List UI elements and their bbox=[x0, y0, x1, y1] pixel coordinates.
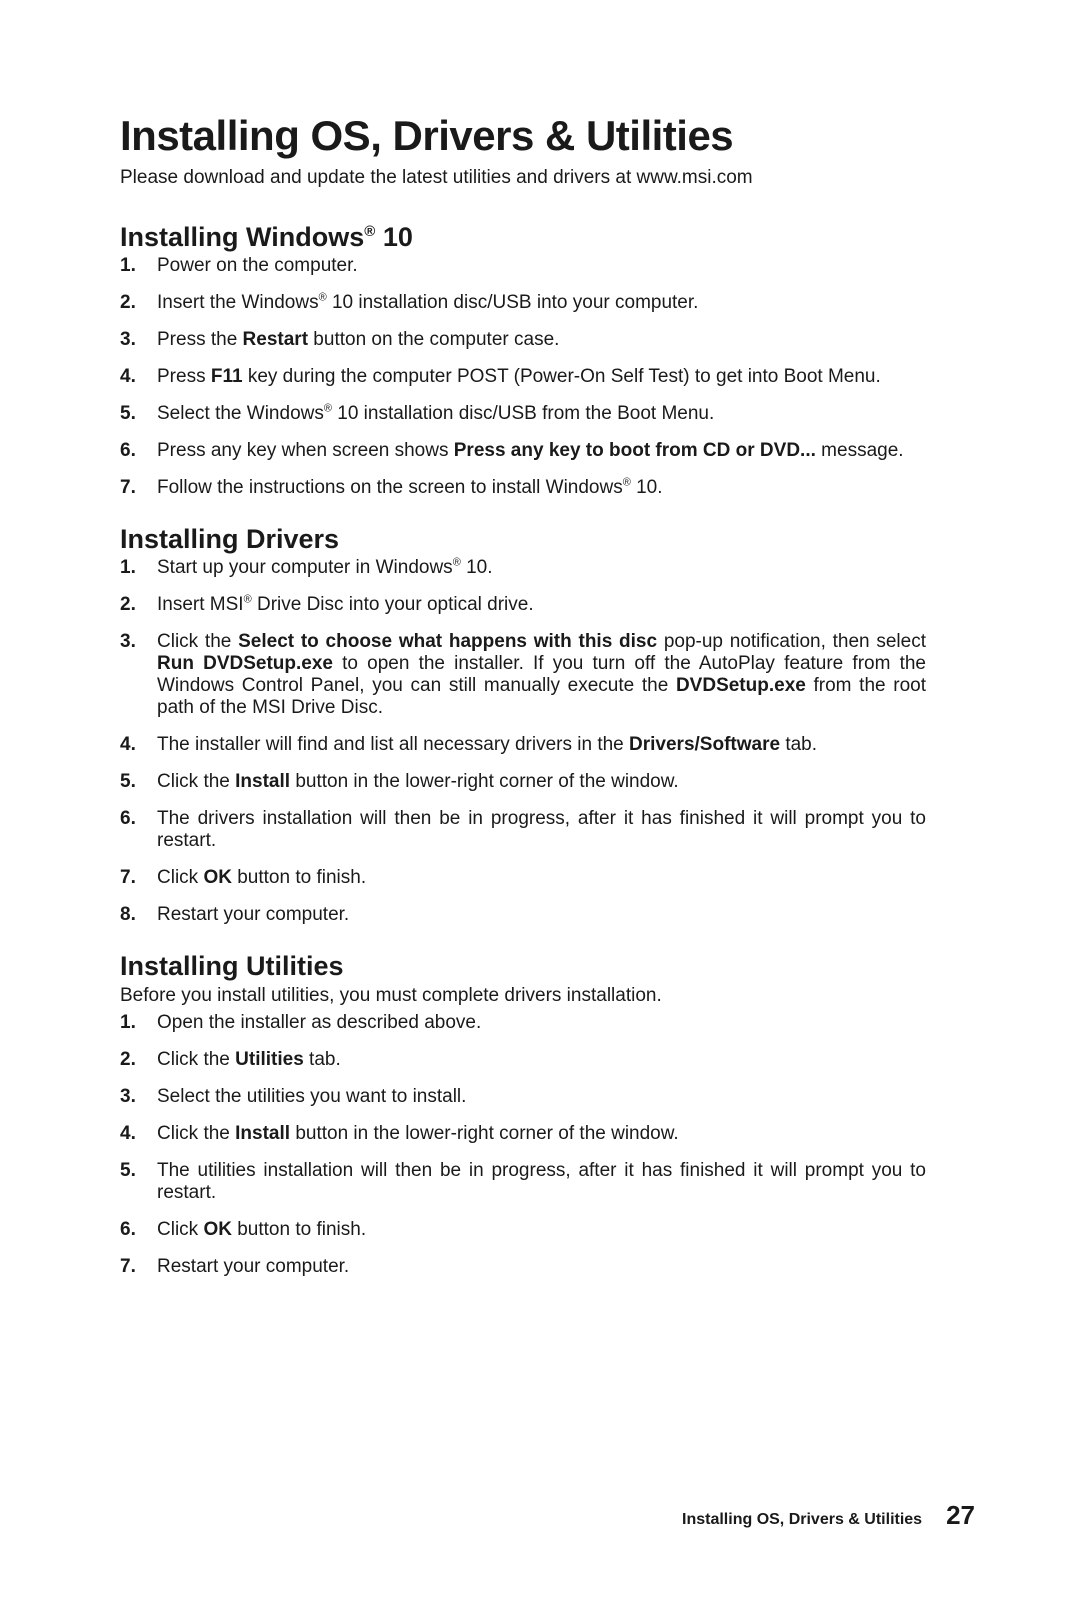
section-heading-utilities: Installing Utilities bbox=[120, 951, 344, 981]
step-number: 8. bbox=[120, 904, 136, 925]
bold-term: Restart bbox=[242, 329, 309, 350]
list-item bbox=[120, 631, 926, 719]
list-item bbox=[120, 329, 926, 351]
bold-term: Install bbox=[235, 1123, 291, 1144]
page-title: Installing OS, Drivers & Utilities bbox=[120, 112, 734, 159]
step-number: 6. bbox=[120, 808, 136, 829]
step-number: 3. bbox=[120, 1086, 136, 1107]
step-text: Select the utilities you want to install. bbox=[157, 1086, 467, 1107]
bold-term: F11 bbox=[210, 366, 243, 387]
step-number: 3. bbox=[120, 631, 136, 652]
step-text: 10. bbox=[630, 477, 663, 498]
list-item bbox=[120, 734, 926, 756]
step-number: 4. bbox=[120, 734, 136, 755]
list-item bbox=[120, 1160, 926, 1204]
list-item bbox=[120, 255, 926, 277]
step-text: button in the lower-right corner of the window. bbox=[290, 771, 679, 792]
step-text: Press any key when screen shows bbox=[157, 440, 454, 461]
bold-term: Press any key to boot from CD or DVD... bbox=[453, 440, 816, 461]
step-text: 10 installation disc/USB from the Boot Menu. bbox=[331, 403, 715, 424]
step-number: 2. bbox=[120, 292, 136, 313]
step-number: 4. bbox=[120, 366, 136, 387]
step-text: button to finish. bbox=[231, 1219, 367, 1240]
list-item bbox=[120, 477, 926, 499]
list-item bbox=[120, 1049, 926, 1071]
step-text: Select the Windows bbox=[157, 403, 324, 424]
step-text: Start up your computer in Windows bbox=[157, 557, 453, 578]
step-number: 6. bbox=[120, 440, 136, 461]
step-text: Power on the computer. bbox=[157, 255, 358, 276]
bold-term: Select to choose what happens with this disc bbox=[238, 631, 658, 652]
bold-term: Run DVDSetup.exe bbox=[157, 653, 333, 674]
footer-title: Installing OS, Drivers & Utilities bbox=[682, 1511, 923, 1528]
step-text: Click the bbox=[157, 631, 239, 652]
registered-mark: ® bbox=[452, 556, 461, 569]
list-item bbox=[120, 366, 926, 388]
heading-suffix: 10 bbox=[375, 222, 413, 252]
step-text: Press bbox=[157, 366, 211, 387]
section-heading-windows bbox=[120, 214, 926, 255]
step-text: tab. bbox=[303, 1049, 341, 1070]
step-number: 7. bbox=[120, 477, 136, 498]
utilities-steps bbox=[120, 1012, 926, 1278]
step-text: Insert MSI bbox=[157, 594, 244, 615]
step-text: key during the computer POST (Power-On Self Test) to get into Boot Menu. bbox=[242, 366, 881, 387]
page-number: 27 bbox=[946, 1500, 975, 1530]
step-text: Click the bbox=[157, 1123, 236, 1144]
list-item bbox=[120, 808, 926, 852]
step-text: Click the bbox=[157, 1049, 236, 1070]
list-item bbox=[120, 403, 926, 425]
step-number: 5. bbox=[120, 771, 136, 792]
step-number: 2. bbox=[120, 594, 136, 615]
step-text: The utilities installation will then be in progress, after it has finished it will prompt you to restart. bbox=[157, 1160, 926, 1203]
heading-text: Installing Windows bbox=[120, 222, 365, 252]
step-text: Click bbox=[157, 867, 204, 888]
intro-text: Please download and update the latest utilities and drivers at www.msi.com bbox=[120, 167, 753, 188]
windows-steps bbox=[120, 255, 926, 499]
step-text: Drive Disc into your optical drive. bbox=[251, 594, 534, 615]
list-item bbox=[120, 594, 926, 616]
step-number: 4. bbox=[120, 1123, 136, 1144]
step-number: 2. bbox=[120, 1049, 136, 1070]
list-item bbox=[120, 1012, 926, 1034]
step-text: button to finish. bbox=[231, 867, 367, 888]
step-text: from the root path of the MSI Drive Disc. bbox=[157, 675, 926, 718]
bold-term: Drivers/Software bbox=[629, 734, 781, 755]
step-text: Open the installer as described above. bbox=[157, 1012, 482, 1033]
bold-term: Install bbox=[235, 771, 291, 792]
list-item bbox=[120, 904, 926, 926]
document-page bbox=[120, 108, 926, 1300]
section-heading-drivers: Installing Drivers bbox=[120, 524, 340, 554]
step-text: Press the bbox=[157, 329, 243, 350]
step-text: Click the bbox=[157, 771, 236, 792]
step-number: 7. bbox=[120, 1256, 136, 1277]
registered-mark: ® bbox=[622, 476, 631, 489]
registered-mark: ® bbox=[364, 223, 376, 240]
step-text: The drivers installation will then be in progress, after it has finished it will prompt you to restart. bbox=[157, 808, 926, 851]
list-item bbox=[120, 1219, 926, 1241]
step-text: Follow the instructions on the screen to install Windows bbox=[157, 477, 623, 498]
list-item bbox=[120, 771, 926, 793]
list-item bbox=[120, 867, 926, 889]
step-text: Click bbox=[157, 1219, 204, 1240]
step-number: 6. bbox=[120, 1219, 136, 1240]
list-item bbox=[120, 1086, 926, 1108]
list-item bbox=[120, 440, 926, 462]
page-footer bbox=[682, 1500, 975, 1531]
step-number: 7. bbox=[120, 867, 136, 888]
step-number: 5. bbox=[120, 1160, 136, 1181]
bold-term: Utilities bbox=[235, 1049, 304, 1070]
list-item bbox=[120, 292, 926, 314]
step-text: to open the installer. If you turn off the AutoPlay feature from the Windows Control Panel, you can still manually execute the bbox=[157, 653, 926, 696]
bold-term: OK bbox=[203, 1219, 232, 1240]
registered-mark: ® bbox=[318, 291, 327, 304]
step-number: 1. bbox=[120, 255, 136, 276]
step-number: 1. bbox=[120, 557, 136, 578]
registered-mark: ® bbox=[323, 402, 332, 415]
step-text: 10 installation disc/USB into your computer. bbox=[326, 292, 699, 313]
bold-term: OK bbox=[203, 867, 232, 888]
step-text: 10. bbox=[460, 557, 493, 578]
step-text: button in the lower-right corner of the window. bbox=[290, 1123, 679, 1144]
step-number: 1. bbox=[120, 1012, 136, 1033]
drivers-steps bbox=[120, 557, 926, 926]
step-number: 3. bbox=[120, 329, 136, 350]
utilities-lead: Before you install utilities, you must complete drivers installation. bbox=[120, 985, 662, 1006]
registered-mark: ® bbox=[243, 593, 252, 606]
step-text: Restart your computer. bbox=[157, 1256, 350, 1277]
step-text: The installer will find and list all necessary drivers in the bbox=[157, 734, 630, 755]
step-text: button on the computer case. bbox=[308, 329, 560, 350]
bold-term: DVDSetup.exe bbox=[675, 675, 806, 696]
list-item bbox=[120, 557, 926, 579]
step-text: Restart your computer. bbox=[157, 904, 350, 925]
step-number: 5. bbox=[120, 403, 136, 424]
step-text: tab. bbox=[780, 734, 818, 755]
list-item bbox=[120, 1256, 926, 1278]
list-item bbox=[120, 1123, 926, 1145]
step-text: Insert the Windows bbox=[157, 292, 319, 313]
step-text: pop-up notification, then select bbox=[657, 631, 926, 652]
step-text: message. bbox=[815, 440, 904, 461]
